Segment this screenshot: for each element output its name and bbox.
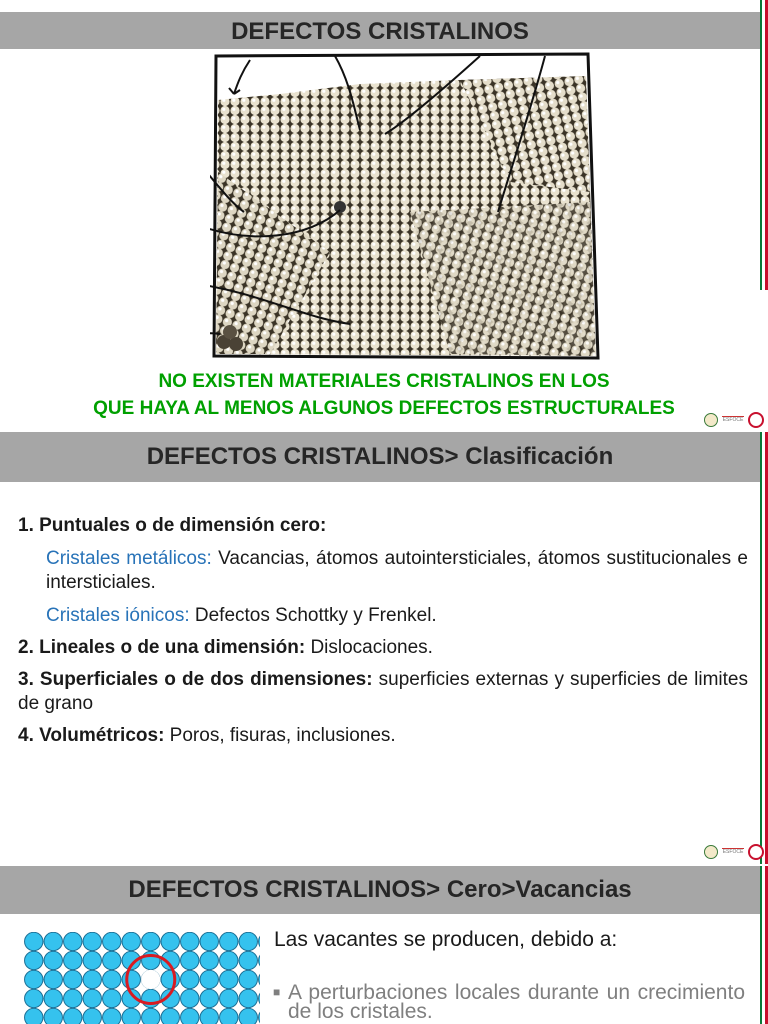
metallic-crystals-text: Vacancias, átomos autointersticiales, átomos sustitucionales e intersticiales.	[46, 548, 748, 593]
no-perfect-crystals-note-line-1: NO EXISTEN MATERIALES CRISTALINOS EN LOS	[158, 371, 610, 392]
vacancy-cause-item	[273, 983, 745, 1021]
slide-3	[0, 866, 768, 1024]
slide-3-title-main: DEFECTOS CRISTALINOS	[128, 876, 427, 903]
item-surface-defects-text: superficies externas y superficies de limites de grano	[18, 669, 748, 714]
item-surface-defects-label: 3. Superficiales o de dos dimensiones:	[18, 669, 373, 690]
item-point-defects: 1. Puntuales o de dimensión cero:	[18, 515, 327, 536]
flag-stripe	[760, 866, 768, 1024]
vacancy-causes-intro: Las vacantes se producen, debido a:	[274, 928, 618, 951]
institution-logos	[704, 844, 764, 860]
university-logo	[704, 845, 718, 859]
slide-1-title: DEFECTOS CRISTALINOS	[0, 12, 760, 49]
esfoce-logo: ESFOCE	[722, 417, 744, 423]
slide-2-title-main: DEFECTOS CRISTALINOS	[146, 443, 445, 470]
bullet-icon: ■	[273, 985, 281, 999]
slide-2	[0, 432, 768, 864]
metallic-crystals-label: Cristales metálicos:	[46, 548, 212, 569]
university-logo	[704, 413, 718, 427]
slide-2-title-sub: > Clasificación	[444, 443, 614, 470]
item-surface-defects	[18, 668, 748, 716]
metallic-crystals-line	[18, 547, 748, 595]
vacancy-cause-text: A perturbaciones locales durante un crecimiento de los cristales.	[288, 981, 745, 1023]
slide-3-title	[0, 866, 760, 914]
ionic-crystals-text: Defectos Schottky y Frenkel.	[189, 605, 437, 626]
esfoce-logo: ESFOCE	[722, 849, 744, 855]
red-seal-logo	[748, 412, 764, 428]
red-seal-logo	[748, 844, 764, 860]
classification-list	[18, 514, 748, 748]
crystal-defects-photo	[210, 52, 610, 362]
ionic-crystals-line	[18, 604, 748, 628]
slide-2-title	[0, 432, 760, 482]
item-volume-defects	[18, 724, 748, 748]
vacancy-lattice-diagram	[24, 932, 260, 1024]
flag-stripe	[760, 0, 768, 290]
item-volume-defects-label: 4. Volumétricos:	[18, 725, 165, 746]
item-line-defects-label: 2. Lineales o de una dimensión:	[18, 637, 306, 658]
institution-logos	[704, 412, 764, 428]
slide-1	[0, 0, 768, 430]
item-line-defects	[18, 636, 748, 660]
item-volume-defects-text: Poros, fisuras, inclusiones.	[164, 725, 396, 746]
item-line-defects-text: Dislocaciones.	[305, 637, 433, 658]
ionic-crystals-label: Cristales iónicos:	[46, 605, 190, 626]
flag-stripe	[760, 432, 768, 864]
slide-3-title-sub: > Cero>Vacancias	[426, 876, 632, 903]
no-perfect-crystals-note-line-2: QUE HAYA AL MENOS ALGUNOS DEFECTOS ESTRUCTURALES	[93, 398, 675, 419]
